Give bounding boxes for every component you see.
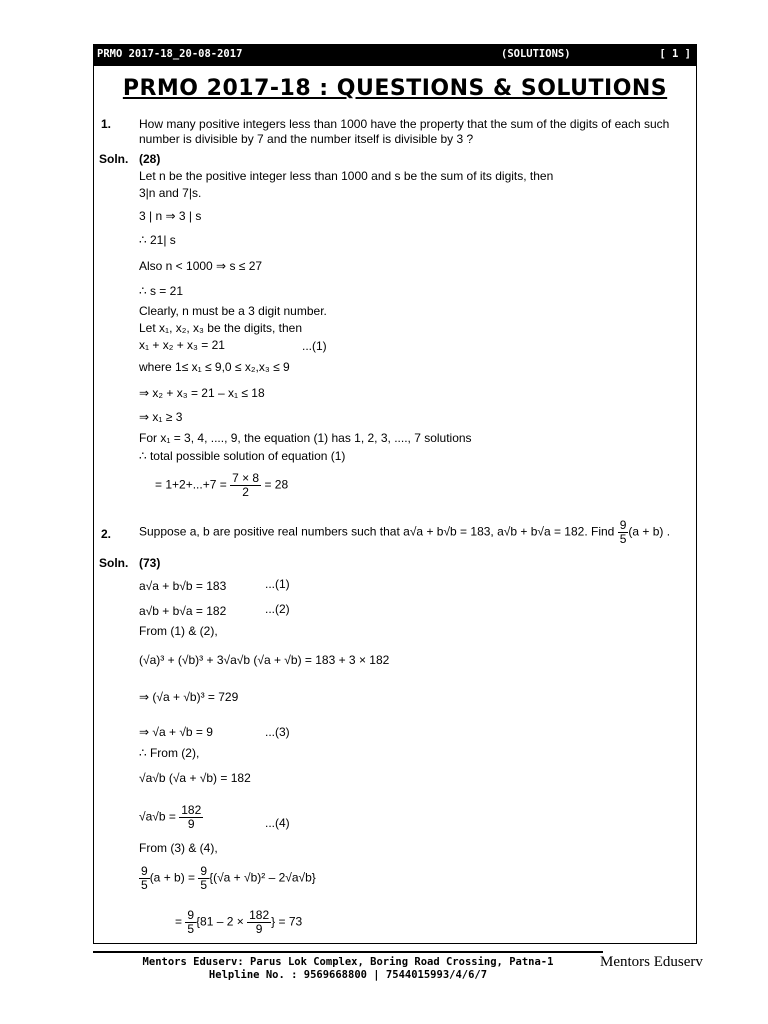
q2-fraction bbox=[185, 909, 196, 936]
q2-stem-equation: a√a + b√b = 183, a√b + b√a = 182 bbox=[403, 524, 585, 539]
q2-stem-find: . Find bbox=[584, 524, 615, 539]
q2-fraction bbox=[618, 519, 629, 546]
fraction-numerator: 9 bbox=[141, 864, 148, 878]
q2-fraction bbox=[198, 865, 209, 892]
fraction-denominator: 9 bbox=[187, 817, 195, 831]
q1-step: ∴ s = 21 bbox=[139, 284, 183, 298]
footer-rule-thick bbox=[93, 951, 603, 953]
q1-equation-1: x₁ + x₂ + x₃ = 21 bbox=[139, 338, 225, 352]
q2-expr-rhs: {(√a + √b)² – 2√a√b} bbox=[209, 870, 316, 885]
q2-step: From (3) & (4), bbox=[139, 841, 218, 855]
fraction-denominator: 2 bbox=[242, 485, 249, 499]
q2-eq4-lhs: √a√b = bbox=[139, 809, 176, 824]
fraction-denominator: 5 bbox=[187, 922, 195, 936]
footer-address: Mentors Eduserv: Parus Lok Complex, Boring Road Crossing, Patna-1 bbox=[142, 956, 554, 968]
fraction-denominator: 9 bbox=[255, 922, 263, 936]
q2-expr-lhs: (a + b) = bbox=[149, 870, 196, 885]
q1-stem-line2: number is divisible by 7 and the number itself is divisible by 3 ? bbox=[139, 132, 474, 146]
q1-step: ∴ 21| s bbox=[139, 233, 176, 247]
q1-answer: (28) bbox=[139, 152, 161, 166]
q1-step: 3 | n ⇒ 3 | s bbox=[139, 209, 202, 223]
q1-step: Clearly, n must be a 3 digit number. bbox=[139, 304, 327, 318]
q2-final-result bbox=[175, 909, 302, 936]
footer-helpline: Helpline No. : 9569668800 | 7544015993/4/6/7 bbox=[208, 969, 488, 981]
q1-step: 3|n and 7|s. bbox=[139, 186, 202, 200]
fraction-numerator: 182 bbox=[181, 803, 202, 817]
q2-equation-tag: ...(2) bbox=[265, 602, 290, 616]
q1-equation-tag: ...(1) bbox=[302, 339, 327, 353]
q1-stem-line1: How many positive integers less than 1000 have the property that the sum of the digits of each such bbox=[139, 117, 670, 131]
q1-final-sum bbox=[155, 472, 288, 499]
q1-step: Let x₁, x₂, x₃ be the digits, then bbox=[139, 321, 303, 335]
q2-step: √a√b (√a + √b) = 182 bbox=[139, 771, 251, 785]
q2-result-eq: = bbox=[175, 914, 183, 929]
fraction-numerator: 9 bbox=[187, 908, 195, 922]
q2-equation-tag: ...(4) bbox=[265, 816, 290, 830]
q2-result-mid: {81 – 2 × bbox=[196, 914, 244, 929]
left-border bbox=[93, 66, 94, 944]
q1-step: where 1≤ x₁ ≤ 9,0 ≤ x₂,x₃ ≤ 9 bbox=[139, 360, 290, 374]
header-left: PRMO 2017-18_20-08-2017 bbox=[97, 48, 243, 60]
q2-result-value: } = 73 bbox=[271, 914, 303, 929]
q2-fraction bbox=[139, 865, 150, 892]
fraction-denominator: 5 bbox=[200, 878, 208, 892]
page-header-bar bbox=[93, 44, 697, 66]
q1-number: 1. bbox=[101, 117, 112, 131]
header-page-number: [ 1 ] bbox=[659, 48, 691, 60]
q1-sum-lhs: = 1+2+...+7 = bbox=[155, 477, 227, 492]
page-title: PRMO 2017-18 : QUESTIONS & SOLUTIONS bbox=[122, 76, 668, 101]
q2-number: 2. bbox=[101, 527, 112, 541]
q2-fraction bbox=[179, 804, 203, 831]
q2-step: ∴ From (2), bbox=[139, 746, 200, 760]
q2-final-expression bbox=[139, 865, 316, 892]
q2-fraction bbox=[247, 909, 271, 936]
q2-equation-2: a√b + b√a = 182 bbox=[139, 604, 227, 618]
right-border bbox=[696, 66, 697, 944]
q2-equation-4 bbox=[139, 804, 203, 831]
fraction-denominator: 5 bbox=[141, 878, 148, 892]
q2-answer: (73) bbox=[139, 556, 161, 570]
q2-step: From (1) & (2), bbox=[139, 624, 218, 638]
q2-equation-1: a√a + b√b = 183 bbox=[139, 579, 227, 593]
q2-equation-tag: ...(1) bbox=[265, 577, 290, 591]
fraction-numerator: 7 × 8 bbox=[232, 471, 260, 485]
q1-soln-label: Soln. bbox=[99, 152, 129, 166]
q1-step: Let n be the positive integer less than 1000 and s be the sum of its digits, then bbox=[139, 169, 554, 183]
q1-step: ⇒ x₁ ≥ 3 bbox=[139, 410, 183, 424]
q2-stem bbox=[139, 519, 670, 546]
fraction-numerator: 9 bbox=[619, 518, 627, 532]
q2-equation-tag: ...(3) bbox=[265, 725, 290, 739]
mentors-eduserv-logo: Mentors Eduserv bbox=[600, 954, 703, 970]
q1-fraction bbox=[230, 472, 261, 499]
fraction-numerator: 9 bbox=[200, 864, 208, 878]
q1-sum-result: = 28 bbox=[264, 477, 289, 492]
q1-step: ∴ total possible solution of equation (1) bbox=[139, 449, 346, 463]
fraction-numerator: 182 bbox=[249, 908, 270, 922]
q2-equation-3: ⇒ √a + √b = 9 bbox=[139, 725, 213, 739]
q2-soln-label: Soln. bbox=[99, 556, 129, 570]
header-center: (SOLUTIONS) bbox=[501, 48, 571, 60]
q1-step: For x₁ = 3, 4, ...., 9, the equation (1) has 1, 2, 3, ...., 7 solutions bbox=[139, 431, 472, 445]
q2-step: (√a)³ + (√b)³ + 3√a√b (√a + √b) = 183 + 3 × 182 bbox=[139, 653, 390, 667]
q1-step: Also n < 1000 ⇒ s ≤ 27 bbox=[139, 259, 263, 273]
fraction-denominator: 5 bbox=[619, 532, 627, 546]
q1-step: ⇒ x₂ + x₃ = 21 – x₁ ≤ 18 bbox=[139, 386, 265, 400]
q2-stem-text: Suppose a, b are positive real numbers such that bbox=[139, 524, 400, 539]
q2-stem-tail: (a + b) . bbox=[628, 524, 671, 539]
footer-rule-thin bbox=[93, 943, 697, 944]
q2-step: ⇒ (√a + √b)³ = 729 bbox=[139, 690, 239, 704]
